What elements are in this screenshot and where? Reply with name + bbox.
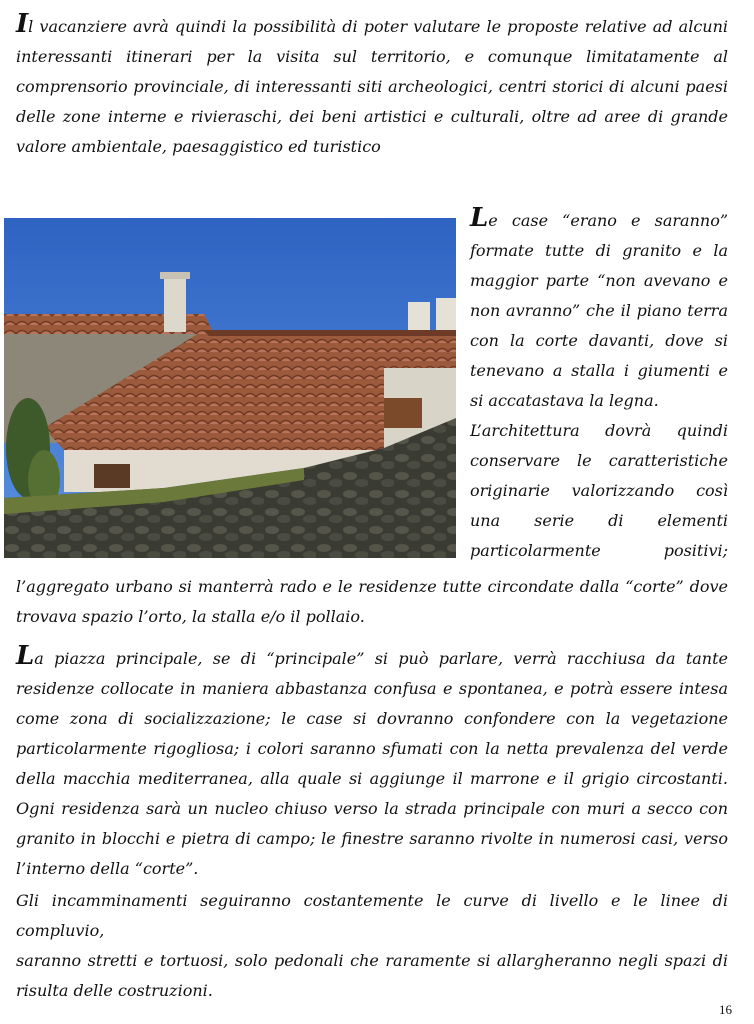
text-line: particolarmente positivi; (470, 541, 728, 560)
paragraph-houses (470, 203, 728, 566)
text-line: Il vacanziere avrà quindi la possibilità di poter valutare le proposte relative ad alcuni (16, 9, 728, 39)
drop-cap: L (16, 641, 35, 671)
text-line: comprensorio provinciale, di interessanti siti archeologici, centri storici di alcuni paesi (16, 77, 728, 96)
text-line: granito in blocchi e pietra di campo; le finestre saranno rivolte in numerosi casi, verso (16, 829, 728, 848)
paragraph-paths (16, 886, 728, 1006)
paragraph-intro (16, 9, 728, 162)
text-line: si accatastava la legna. (470, 391, 659, 410)
text-line: della macchia mediterranea, alla quale si aggiunge il marrone e il grigio circostanti. (16, 769, 728, 788)
paragraph-piazza (16, 641, 728, 884)
text-line: delle zone interne e rivieraschi, dei beni artistici e culturali, oltre ad aree di grande (16, 107, 728, 126)
text-line: tenevano a stalla i giumenti e (470, 361, 728, 380)
text-line: L’architettura dovrà quindi (470, 421, 728, 440)
text-line: l’aggregato urbano si manterrà rado e le residenze tutte circondate dalla “corte” dove (16, 577, 728, 596)
text-line: formate tutte di granito e la (470, 241, 728, 260)
text-line: La piazza principale, se di “principale” si può parlare, verrà racchiusa da tante (16, 641, 728, 671)
text-line: Le case “erano e saranno” (470, 203, 728, 233)
text-line: interessanti itinerari per la visita sul territorio, e comunque limitatamente al (16, 47, 728, 66)
text-line: originarie valorizzando così (470, 481, 728, 500)
drop-cap: L (470, 203, 489, 233)
text-line: Gli incamminamenti seguiranno costantemente le curve di livello e le linee di compluvio, (16, 891, 728, 940)
drop-cap: I (16, 9, 29, 39)
houses-illustration (4, 218, 456, 558)
text-line: con la corte davanti, dove si (470, 331, 728, 350)
text-line: conservare le caratteristiche (470, 451, 728, 470)
page-number: 16 (719, 1002, 732, 1017)
text-line: saranno stretti e tortuosi, solo pedonali che raramente si allargheranno negli spazi di (16, 951, 728, 970)
text-line: come zona di socializzazione; le case si dovranno confondere con la vegetazione (16, 709, 728, 728)
text-line: risulta delle costruzioni. (16, 981, 213, 1000)
text-line: valore ambientale, paesaggistico ed turistico (16, 137, 381, 156)
text-line: trovava spazio l’orto, la stalla e/o il pollaio. (16, 607, 365, 626)
text-line: Ogni residenza sarà un nucleo chiuso verso la strada principale con muri a secco con (16, 799, 728, 818)
text-line: l’interno della “corte”. (16, 859, 199, 878)
photo-stone-houses (4, 218, 456, 558)
text-line: maggior parte “non avevano e (470, 271, 728, 290)
text-line: una serie di elementi (470, 511, 728, 530)
paragraph-houses-continued (16, 572, 728, 632)
text-line: non avranno” che il piano terra (470, 301, 728, 320)
text-line: residenze collocate in maniera abbastanza confusa e spontanea, e potrà essere intesa (16, 679, 728, 698)
text-line: particolarmente rigogliosa; i colori saranno sfumati con la netta prevalenza del verde (16, 739, 728, 758)
